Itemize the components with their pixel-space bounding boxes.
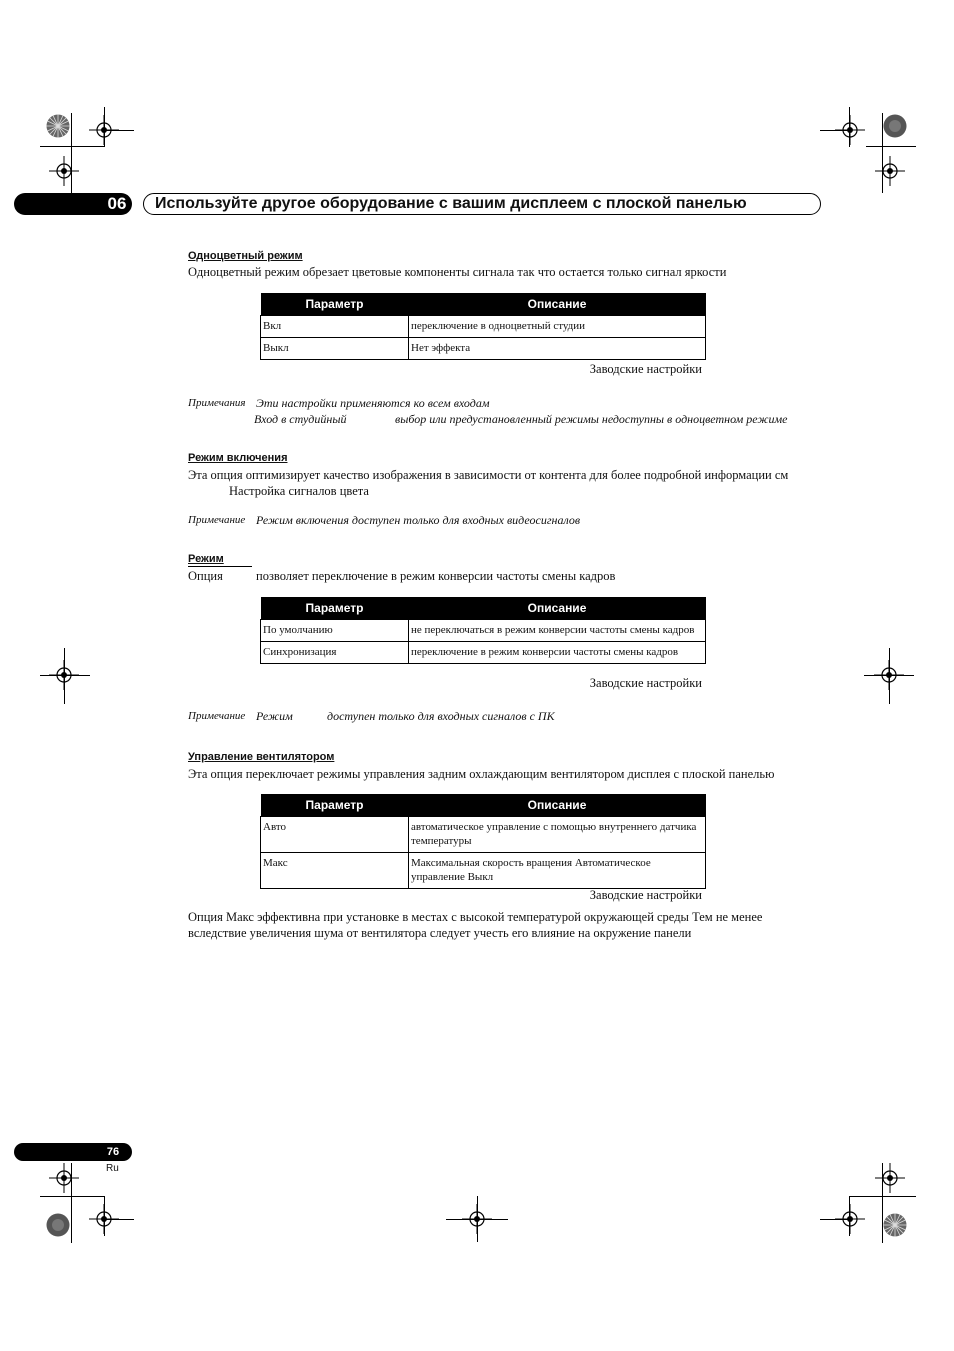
note-label: Примечание [188, 514, 246, 526]
table-cell-desc: автоматическое управление с помощью внутреннего датчика температуры [409, 817, 706, 853]
chapter-number: 06 [107, 194, 127, 213]
color-rosette-icon [46, 1213, 70, 1237]
section-text-fan: Эта опция переключает режимы управления задним охлаждающим вентилятором дисплея с плоской панелью [188, 767, 775, 781]
registration-mark-icon [875, 156, 905, 186]
param-table-fan [260, 794, 706, 889]
registration-mark-icon [875, 1163, 905, 1193]
section-text-power-mode: Эта опция оптимизирует качество изображения в зависимости от контента для более подробной информации см [188, 468, 789, 482]
registration-mark-icon [49, 660, 79, 690]
table-header-desc: Описание [409, 293, 706, 316]
section-text-mode: позволяет переключение в режим конверсии частоты смены кадров [256, 569, 616, 583]
table-header-param: Параметр [261, 597, 409, 620]
table-cell-desc: Максимальная скорость вращения Автоматическое управление Выкл [409, 853, 706, 889]
title-underline [188, 566, 252, 567]
section-title-power-mode: Режим включения [188, 452, 288, 464]
table-row [261, 853, 706, 889]
section-text-mode: Опция [188, 569, 223, 583]
fan-footer-text: Опция Макс эффективна при установке в местах с высокой температурой окружающей среды Тем не менее [188, 910, 763, 924]
page-language: Ru [106, 1163, 119, 1174]
table-cell-param: Авто [261, 817, 409, 853]
section-title-mono: Одноцветный режим [188, 250, 303, 262]
param-table-mono [260, 293, 706, 360]
table-header-desc: Описание [409, 794, 706, 817]
table-header-param: Параметр [261, 794, 409, 817]
note-label: Примечания [188, 397, 246, 409]
note-text: Вход в студийный [254, 412, 347, 426]
registration-mark-icon [89, 115, 119, 145]
table-header-desc: Описание [409, 597, 706, 620]
table-cell-param: Синхронизация [261, 642, 409, 664]
color-rosette-icon [46, 114, 70, 138]
note-text: Режим включения доступен только для входных видеосигналов [256, 513, 581, 527]
table-row [261, 620, 706, 642]
registration-mark-icon [874, 660, 904, 690]
table-row [261, 316, 706, 338]
table-row [261, 642, 706, 664]
note-text: доступен только для входных сигналов с ПК [327, 709, 555, 723]
factory-settings-label: Заводские настройки [589, 888, 702, 902]
table-cell-param: Макс [261, 853, 409, 889]
table-row [261, 817, 706, 853]
note-text: Режим [256, 709, 293, 723]
registration-mark-icon [89, 1204, 119, 1234]
page-number: 76 [106, 1146, 120, 1158]
factory-settings-label: Заводские настройки [589, 362, 702, 376]
registration-mark-icon [835, 1204, 865, 1234]
table-cell-param: Выкл [261, 338, 409, 360]
chapter-title: Используйте другое оборудование с вашим дисплеем с плоской панелью [155, 195, 747, 212]
registration-mark-icon [49, 156, 79, 186]
section-text-link: Настройка сигналов цвета [229, 484, 369, 498]
note-label: Примечание [188, 710, 246, 722]
registration-mark-icon [49, 1163, 79, 1193]
fan-footer-text: вследствие увеличения шума от вентилятора следует учесть его влияние на окружение панели [188, 926, 692, 940]
section-title-fan: Управление вентилятором [188, 751, 335, 763]
registration-mark-icon [462, 1204, 492, 1234]
section-title-mode: Режим [188, 553, 224, 565]
table-cell-desc: не переключаться в режим конверсии частоты смены кадров [409, 620, 706, 642]
table-cell-desc: переключение в режим конверсии частоты смены кадров [409, 642, 706, 664]
table-header-param: Параметр [261, 293, 409, 316]
color-rosette-icon [883, 1213, 907, 1237]
section-text-mono: Одноцветный режим обрезает цветовые компоненты сигнала так что остается только сигнал яркости [188, 265, 727, 279]
table-cell-desc: Нет эффекта [409, 338, 706, 360]
note-text: Эти настройки применяются ко всем входам [256, 396, 490, 410]
table-cell-param: Вкл [261, 316, 409, 338]
table-cell-param: По умолчанию [261, 620, 409, 642]
color-rosette-icon [883, 114, 907, 138]
note-text: выбор или предустановленный режимы недоступны в одноцветном режиме [395, 412, 788, 426]
factory-settings-label: Заводские настройки [589, 676, 702, 690]
table-cell-desc: переключение в одноцветный студии [409, 316, 706, 338]
param-table-mode [260, 597, 706, 664]
table-row [261, 338, 706, 360]
registration-mark-icon [835, 115, 865, 145]
